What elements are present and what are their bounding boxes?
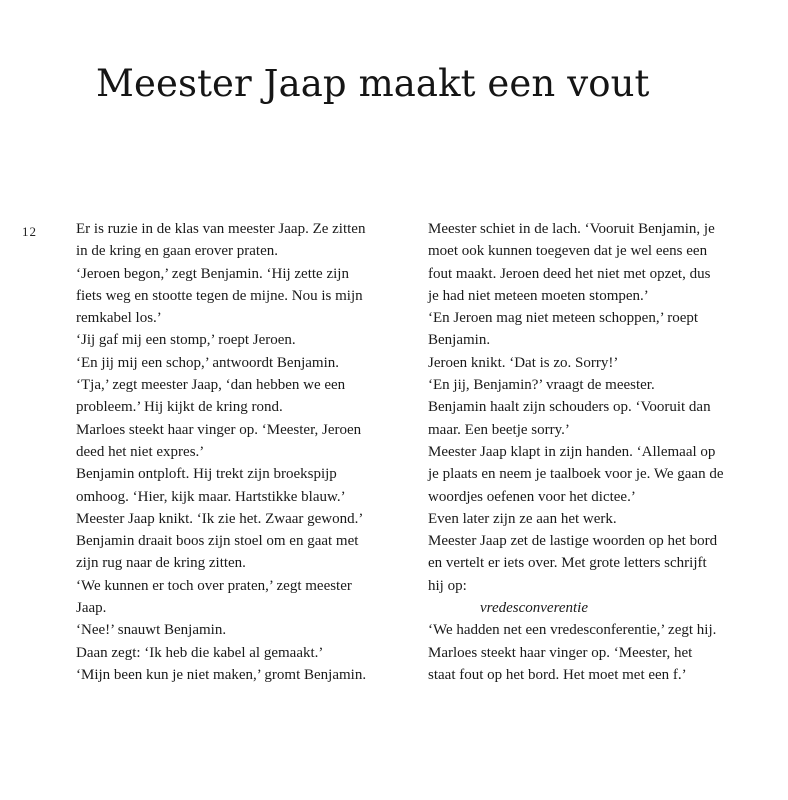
page-number: 12 [22,224,37,239]
text-line: ‘En jij mij een schop,’ antwoordt Benjamin. [76,354,339,371]
text-line: Daan zegt: ‘Ik heb die kabel al gemaakt.’ [76,644,324,661]
text-line: fiets weg en stootte tegen de mijne. Nou is mijn [76,287,363,304]
text-line: woordjes oefenen voor het dictee.’ [428,488,636,505]
text-line: fout maakt. Jeroen deed het niet met opzet, dus [428,265,711,282]
text-line: Meester Jaap klapt in zijn handen. ‘Allemaal op [428,443,716,460]
text-line: hij op: [428,577,467,594]
text-line: en vertelt er iets over. Met grote letters schrijft [428,555,707,572]
text-line: staat fout op het bord. Het moet met een f.’ [428,666,687,683]
text-line: ‘En Jeroen mag niet meteen schoppen,’ roept [428,310,699,327]
text-line: remkabel los.’ [76,310,162,327]
blackboard-word: vredesconverentie [480,600,588,617]
text-line: Jaap. [76,600,107,617]
text-line: ‘En jij, Benjamin?’ vraagt de meester. [428,377,655,394]
text-line: Benjamin. [428,332,491,349]
text-line: Benjamin draait boos zijn stoel om en gaat met [76,533,359,550]
text-line: ‘We hadden net een vredesconferentie,’ zegt hij. [428,622,717,639]
text-line: Er is ruzie in de klas van meester Jaap. Ze zitten [76,221,366,237]
text-line: probleem.’ Hij kijkt de kring rond. [76,399,283,416]
chapter-title: Meester Jaap maakt een vout [96,62,650,105]
text-line: ‘Mijn been kun je niet maken,’ gromt Benjamin. [76,666,367,683]
text-line: je had niet meteen moeten stompen.’ [428,287,649,304]
text-line: omhoog. ‘Hier, kijk maar. Hartstikke blauw.’ [76,488,346,505]
text-line: Jeroen knikt. ‘Dat is zo. Sorry!’ [428,354,619,371]
text-line: deed het niet expres.’ [76,443,205,460]
text-line: ‘Nee!’ snauwt Benjamin. [76,622,227,639]
text-line: Meester Jaap zet de lastige woorden op het bord [428,533,718,550]
text-line: ‘Tja,’ zegt meester Jaap, ‘dan hebben we een [76,377,346,394]
text-column-right [428,218,768,686]
text-line: Meester Jaap knikt. ‘Ik zie het. Zwaar gewond.’ [76,510,364,527]
text-line: maar. Een beetje sorry.’ [428,421,570,438]
text-line: Marloes steekt haar vinger op. ‘Meester, Jeroen [76,421,362,438]
text-line: Even later zijn ze aan het werk. [428,510,617,527]
text-line: Meester schiet in de lach. ‘Vooruit Benjamin, je [428,221,715,237]
text-line: Benjamin haalt zijn schouders op. ‘Vooruit dan [428,399,711,416]
text-line: ‘We kunnen er toch over praten,’ zegt meester [76,577,352,594]
text-line: zijn rug naar de kring zitten. [76,555,246,572]
text-line: ‘Jeroen begon,’ zegt Benjamin. ‘Hij zette zijn [76,265,349,282]
text-line: moet ook kunnen toegeven dat je wel eens een [428,243,708,260]
text-line: in de kring en gaan erover praten. [76,243,278,260]
text-line: Marloes steekt haar vinger op. ‘Meester, het [428,644,693,661]
text-line: ‘Jij gaf mij een stomp,’ roept Jeroen. [76,332,296,349]
text-line: Benjamin ontploft. Hij trekt zijn broekspijp [76,466,337,483]
text-line: je plaats en neem je taalboek voor je. We gaan de [428,466,724,483]
text-column-left [76,218,416,686]
